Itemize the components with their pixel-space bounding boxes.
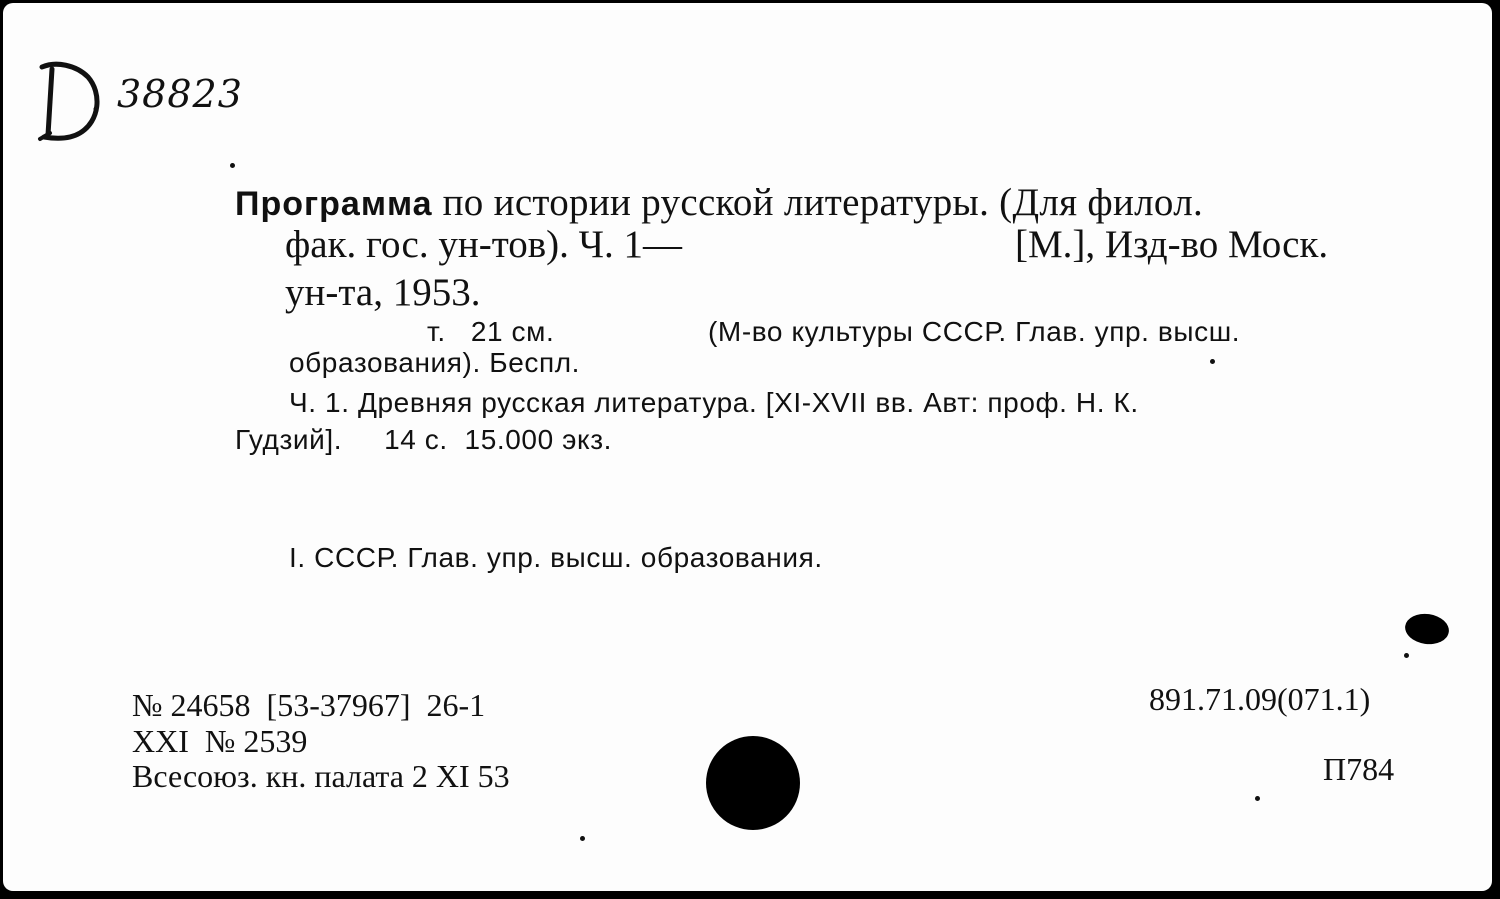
series-note-cont: образования). Беспл. (289, 347, 581, 378)
speck (1404, 653, 1409, 658)
chamber-date: Всесоюз. кн. палата 2 XI 53 (132, 758, 510, 794)
speck (1255, 796, 1260, 801)
series-note: (М-во культуры СССР. Глав. упр. высш. (708, 316, 1241, 347)
heading-title: Программа (235, 185, 433, 223)
punch-hole (706, 736, 800, 830)
speck (580, 836, 585, 841)
collation: т. 21 см. (427, 316, 555, 347)
speck (230, 163, 235, 168)
contents-note-cont: Гудзий]. 14 с. 15.000 экз. (235, 424, 613, 455)
imprint-line-right: [М.], Изд-во Моск. (1015, 223, 1329, 266)
registry-series: XXI № 2539 (132, 723, 308, 759)
imprint-year: ун-та, 1953. (285, 271, 481, 314)
author-mark: П784 (1323, 751, 1395, 787)
speck (1210, 359, 1215, 364)
tracing: I. СССР. Глав. упр. высш. образования. (289, 542, 823, 573)
call-number: 38823 (117, 72, 243, 116)
registry-number: № 24658 [53-37967] 26-1 (132, 687, 486, 723)
ink-blot (1403, 611, 1451, 647)
card-heading (235, 183, 1203, 222)
contents-note: Ч. 1. Древняя русская литература. [XI-XVII вв. Авт: проф. Н. К. (289, 387, 1139, 418)
udc-classification: 891.71.09(071.1) (1149, 681, 1371, 717)
handwritten-letter-d (36, 59, 116, 143)
imprint-line-left: фак. гос. ун-тов). Ч. 1— (285, 223, 682, 266)
catalog-card (3, 3, 1492, 891)
heading-rest: по истории русской литературы. (Для филол. (432, 181, 1204, 224)
